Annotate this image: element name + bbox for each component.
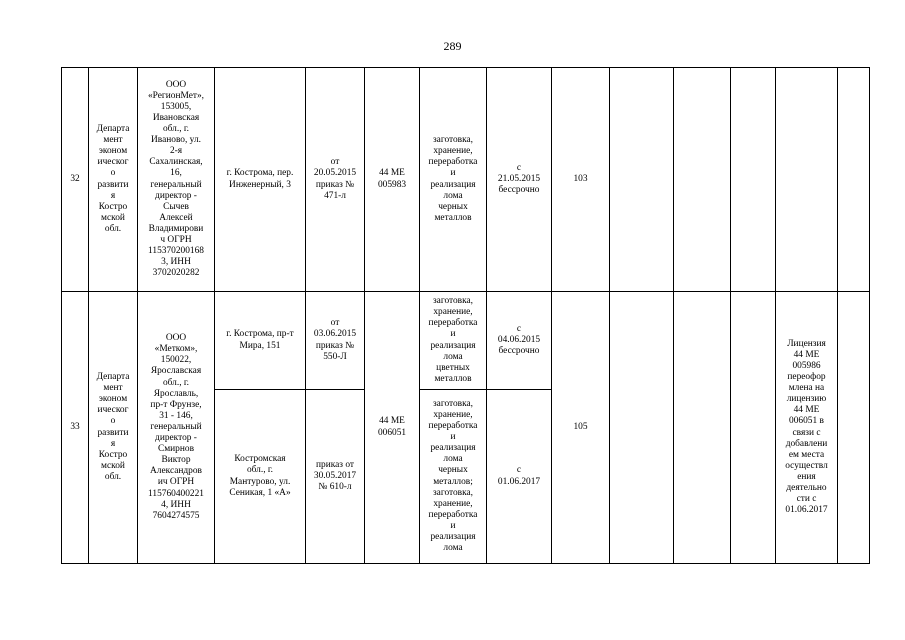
note: Лицензия 44 МЕ 005986 переофор млена на лицензию 44 МЕ 006051 в связи с добавлени ем места осуществл ения деятельно сти с 01.06.2017 — [776, 292, 838, 564]
license-term: с 21.05.2015 бессрочно — [487, 68, 552, 292]
activity-type: заготовка, хранение, переработка и реализация лома черных металлов; заготовка, хранение, переработка и реализация лома — [420, 390, 487, 564]
page-number: 289 — [443, 39, 462, 53]
activity-type: заготовка, хранение, переработка и реализация лома черных металлов — [420, 68, 487, 292]
license-registry-table — [61, 67, 870, 564]
activity-address: Костромская обл., г. Мантурово, ул. Сеникая, 1 «А» — [215, 390, 306, 564]
table-row — [62, 292, 870, 390]
licensing-authority: Департа мент эконом ическог о развити я Костро мской обл. — [89, 292, 138, 564]
empty-cell — [731, 292, 776, 564]
license-term: с 01.06.2017 — [487, 390, 552, 564]
empty-cell — [610, 292, 674, 564]
empty-cell — [838, 292, 870, 564]
row-number: 32 — [62, 68, 89, 292]
activity-address: г. Кострома, пер. Инженерный, 3 — [215, 68, 306, 292]
empty-cell — [610, 68, 674, 292]
empty-cell — [731, 68, 776, 292]
table-row — [62, 68, 870, 292]
activity-type: заготовка, хранение, переработка и реализация лома цветных металлов — [420, 292, 487, 390]
empty-cell — [674, 292, 731, 564]
empty-cell — [674, 68, 731, 292]
license-order: от 03.06.2015 приказ № 550-Л — [306, 292, 365, 390]
row-number: 33 — [62, 292, 89, 564]
licensee-details: ООО «РегионМет», 153005, Ивановская обл., г. Иваново, ул. 2-я Сахалинская, 16, генеральный директор - Сычев Алексей Владимирови ч ОГРН 115370200168 3, ИНН 3702020282 — [138, 68, 215, 292]
licensing-authority: Департа мент эконом ическог о развити я Костро мской обл. — [89, 68, 138, 292]
registry-number: 103 — [552, 68, 610, 292]
registry-number: 105 — [552, 292, 610, 564]
license-term: с 04.06.2015 бессрочно — [487, 292, 552, 390]
licensee-details: ООО «Метком», 150022, Ярославская обл., г. Ярославль, пр-т Фрунзе, 31 - 146, генеральный директор - Смирнов Виктор Александров ич ОГРН 115760400221 4, ИНН 7604274575 — [138, 292, 215, 564]
license-number: 44 МЕ 005983 — [365, 68, 420, 292]
note — [776, 68, 838, 292]
license-number: 44 МЕ 006051 — [365, 292, 420, 564]
activity-address: г. Кострома, пр-т Мира, 151 — [215, 292, 306, 390]
empty-cell — [838, 68, 870, 292]
license-order: от 20.05.2015 приказ № 471-л — [306, 68, 365, 292]
license-order: приказ от 30.05.2017 № 610-л — [306, 390, 365, 564]
